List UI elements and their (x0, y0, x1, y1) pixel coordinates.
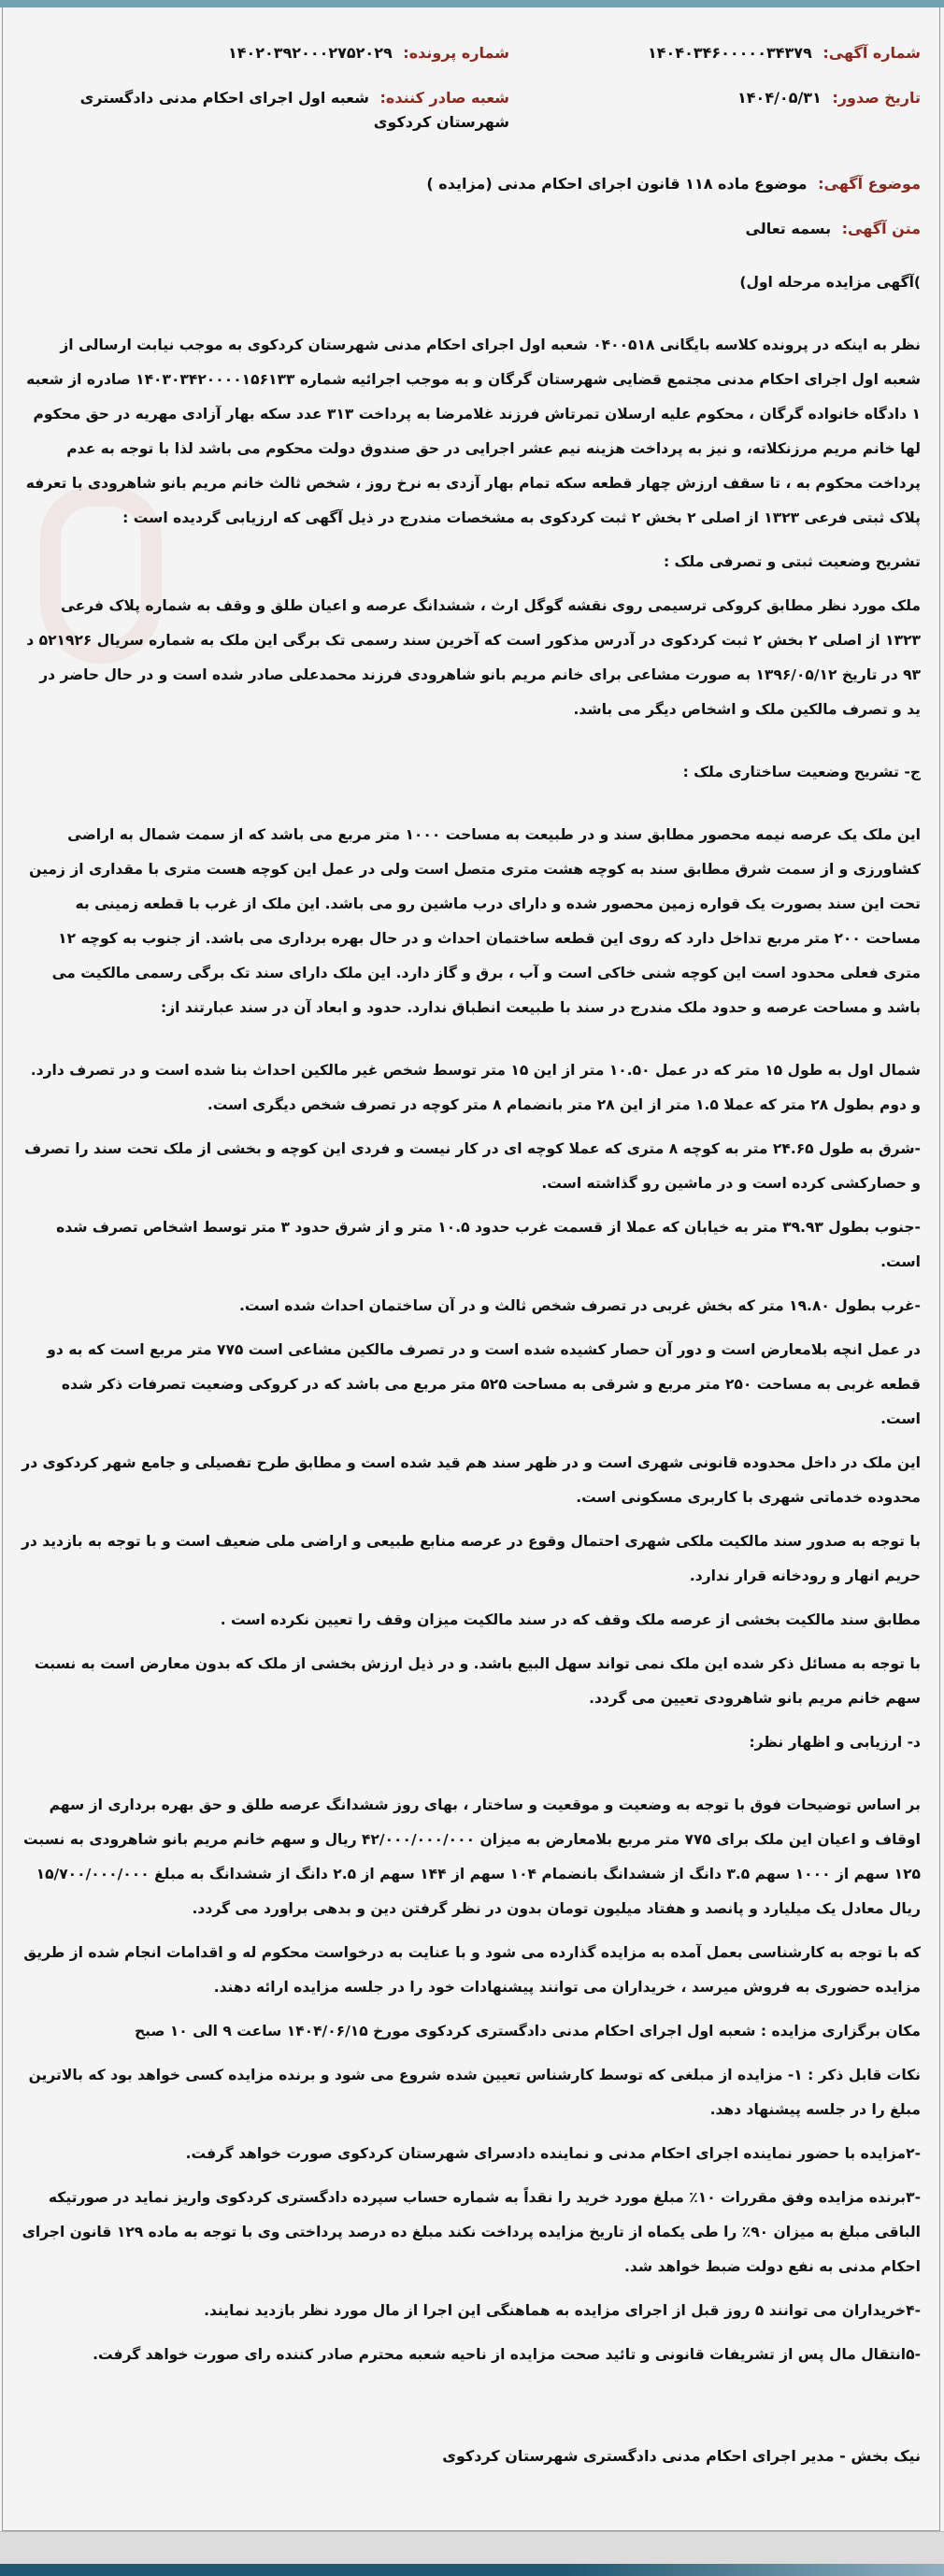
ad-paragraph: مکان برگزاری مزایده : شعبه اول اجرای احکام مدنی دادگستری کردکوی مورخ ۱۴۰۴/۰۶/۱۵ ساعت ۹ الی ۱۰ صبح (134, 2023, 921, 2039)
ad-paragraph: شمال اول به طول ۱۵ متر که در عمل ۱۰.۵۰ متر از این ۱۵ متر توسط شخص غیر مالکین احداث بنا شده است و در تصرف دارد. و دوم بطول ۲۸ متر که عملا ۱.۵ متر از این ۲۸ متر بانضمام ۸ متر کوچه در تصرف شخص دیگری است. (30, 1062, 921, 1113)
window-top-bar (0, 0, 944, 7)
ad-paragraph: -غرب بطول ۱۹.۸۰ متر که بخش غربی در تصرف شخص ثالث و در آن ساختمان احداث شده است. (238, 1297, 921, 1314)
ad-paragraph: در عمل انچه بلامعارض است و دور آن حصار کشیده شده است و در تصرف مالکین مشاعی است ۷۷۵ متر مربع است که به دو قطعه غربی به مساحت ۲۵۰ متر مربع و شرقی به مساحت ۵۲۵ متر مربع می باشد که در کروکی وضعیت تصرفات ذکر شده است. (47, 1341, 921, 1427)
ad-number-label: شماره آگهی: (822, 44, 921, 62)
ad-paragraph: -۳برنده مزایده وفق مقررات ۱۰٪ مبلغ مورد خرید را نقداً به شماره حساب سپرده دادگستری کردکوی واریز نماید در صورتیکه الباقی مبلغ به میزان ۹۰٪ را طی یکماه از تاریخ مزایده پرداخت نکند مبلغ ده درصد پرداختی وی با توجه به ماده ۱۲۹ قانون اجرای احکام مدنی به نفع دولت ضبط خواهد شد. (21, 2189, 921, 2275)
ad-paragraph: نظر به اینکه در پرونده کلاسه بایگانی ۰۴۰۰۵۱۸ شعبه اول اجرای احکام مدنی شهرستان کردکوی به موجب نیابت ارسالی از شعبه اول اجرای احکام مدنی مجتمع قضایی شهرستان گرگان و به موجب اجرائیه شماره ۱۴۰۳۰۳۴۲۰۰۰۰۱۵۶۱۳۳ صادره از شعبه ۱ دادگاه خانواده گرگان ، محکوم علیه ارسلان تمرتاش فرزند غلامرضا به پرداخت ۳۱۳ عدد سکه بهار آزادی مهریه در حق محکوم لها خانم مریم مرزنکلاته، و نیز به پرداخت هزینه نیم عشر اجرایی در حق صندوق دولت محکوم می باشد لذا با توجه به عدم پرداخت محکوم به ، تا سقف ارزش چهار قطعه سکه تمام بهار آزدی به نرخ روز ، شخص ثالث خانم مریم بانو شاهرودی با تعرفه پلاک ثبتی فرعی ۱۳۲۳ از اصلی ۲ بخش ۲ ثبت کردکوی به مشخصات مندرج در ذیل آگهی که ارزیابی گردیده است : (25, 336, 921, 526)
status-bar (0, 2531, 944, 2564)
issue-date-label: تاریخ صدور: (832, 89, 921, 107)
issue-date-value: ۱۴۰۴/۰۵/۳۱ (737, 89, 822, 107)
ad-paragraph: این ملک در داخل محدوده قانونی شهری است و در ظهر سند هم قید شده است و مطابق طرح تفصیلی و جامع شهر کردکوی در محدوده خدماتی شهری با کاربری مسکونی است. (21, 1454, 921, 1506)
body-field (21, 217, 921, 241)
ad-paragraph: با توجه به صدور سند مالکیت ملکی شهری احتمال وقوع در عرصه منابع طبیعی و اراضی ملی ضعیف است و با توجه به بازدید در حریم انهار و رودخانه قرار ندارد. (21, 1533, 921, 1584)
issuer-label: شعبه صادر کننده: (379, 89, 509, 107)
ad-paragraph: -شرق به طول ۲۴.۶۵ متر به کوچه ۸ متری که عملا کوچه ای در کار نیست و فردی این کوچه و بخشی از ملک تحت سند را تصرف و حصارکشی کرده است و در ماشین رو گذاشته است. (24, 1140, 921, 1192)
subject-value: موضوع ماده ۱۱۸ قانون اجرای احکام مدنی (مزایده ) (426, 175, 808, 193)
ad-number-value: ۱۴۰۴۰۳۴۶۰۰۰۰۰۳۴۳۷۹ (648, 44, 812, 62)
issue-date-field (528, 86, 921, 135)
ad-paragraph: د- ارزیابی و اظهار نظر: (749, 1734, 921, 1751)
case-number-value: ۱۴۰۲۰۳۹۲۰۰۰۲۷۵۲۰۲۹ (227, 44, 393, 62)
ad-paragraph: -۵انتقال مال پس از تشریفات قانونی و تائید صحت مزایده از ناحیه شعبه محترم صادر کننده رای صورت خواهد گرفت. (93, 2346, 921, 2363)
ad-paragraph: این ملک یک عرصه نیمه محصور مطابق سند و در طبیعت به مساحت ۱۰۰۰ متر مربع می باشد که از سمت شمال به اراضی کشاورزی و از سمت شرق مطابق سند به کوچه هشت متری متصل است ولی در عمل این کوچه هست متری با مقداری از زمین تحت این سند بصورت یک قواره زمین محصور شده و دارای درب ماشین رو می باشد. این ملک از غرب با قطعه زمینی به مساحت ۲۰۰ متر مربع تداخل دارد که روی این قطعه ساختمان احداث و در حال بهره برداری می باشد. از جنوب به کوچه ۱۲ متری فعلی محدود است این کوچه شنی خاکی است و آب ، برق و گاز دارد. این ملک دارای سند تک برگی رسمی مالکیت می باشد و مساحت عرصه و حدود ملک مندرج در سند با طبیعت انطباق ندارد. حدود و ابعاد آن در سند عبارتند از: (29, 826, 921, 1016)
ad-paragraph: بر اساس توضیحات فوق با توجه به وضعیت و موقعیت و ساختار ، بهای روز ششدانگ عرصه طلق و حق بهره برداری از سهم اوقاف و اعیان این ملک برای ۷۷۵ متر مربع بلامعارض به میزان ۴۲/۰۰۰/۰۰۰/۰۰۰ ریال و سهم خانم مریم بانو شاهرودی به نسبت ۱۲۵ سهم از ۱۰۰۰ سهم ۳.۵ دانگ از ششدانگ بانضمام ۱۰۴ سهم از ۱۴۴ سهم از ۲.۵ دانگ از ششدانگ به مبلغ ۱۵/۷۰۰/۰۰۰/۰۰۰ ریال معادل یک میلیارد و پانصد و هفتاد میلیون تومان بدون در نظر گرفتن دین و بدهی براورد می گردد. (23, 1796, 921, 1917)
ad-paragraph: که با توجه به کارشناسی بعمل آمده به مزایده گذارده می شود و با عنایت به درخواست محکوم له و اقدامات انجام شده از طریق مزایده حضوری به فروش میرسد ، خریداران می توانند پیشنهادات خود را در جلسه مزایده ارائه دهند. (23, 1944, 921, 1996)
ad-paragraph: تشریح وضعیت ثبتی و تصرفی ملک : (663, 553, 921, 570)
ad-body-text (21, 265, 921, 2372)
body-intro: بسمه تعالی (745, 220, 832, 237)
ad-paragraph: مطابق سند مالکیت بخشی از عرصه ملک وقف که در سند مالکیت میزان وقف را تعیین نکرده است . (220, 1611, 921, 1628)
ad-header (21, 41, 921, 241)
ad-paragraph: -جنوب بطول ۳۹.۹۳ متر به خیابان که عملا از قسمت غرب حدود ۱۰.۵ متر و از شرق حدود ۳ متر توسط اشخاص تصرف شده است. (56, 1219, 921, 1270)
ad-panel (2, 7, 940, 2531)
ad-paragraph: -۴خریداران می توانند ۵ روز قبل از اجرای مزایده به هماهنگی این اجرا از مال مورد نظر بازدید نمایند. (204, 2302, 921, 2319)
signature: نیک بخش - مدیر اجرای احکام مدنی دادگستری شهرستان کردکوی (442, 2447, 921, 2465)
ad-paragraph: با توجه به مسائل ذکر شده این ملک نمی تواند سهل البیع باشد. و در ذیل ارزش بخشی از ملک که بدون معارض است به نسبت سهم خانم مریم بانو شاهرودی تعیین می گردد. (34, 1655, 921, 1707)
case-number-field (21, 41, 509, 65)
body-label: متن آگهی: (841, 220, 921, 237)
subject-field (21, 172, 921, 196)
ad-paragraph: ملک مورد نظر مطابق کروکی ترسیمی روی نقشه گوگل ارث ، ششدانگ عرصه و اعیان طلق و وقف به شماره پلاک فرعی ۱۳۲۳ از اصلی ۲ بخش ۲ ثبت کردکوی در آدرس مذکور است که آخرین سند رسمی تک برگی این ملک به شماره سریال ۵۲۱۹۲۶ د ۹۳ در تاریخ ۱۳۹۶/۰۵/۱۲ به صورت مشاعی برای خانم مریم بانو شاهرودی فرزند محمدعلی صادر شده است و در حال حاضر در ید و تصرف مالکین ملک و اشخاص دیگر می باشد. (26, 597, 921, 718)
ad-paragraph: ج- تشریح وضعیت ساختاری ملک : (682, 764, 921, 780)
issuer-field (21, 86, 509, 135)
subject-label: موضوع آگهی: (818, 175, 921, 193)
taskbar (0, 2564, 944, 2576)
ad-number-field (528, 41, 921, 65)
ad-paragraph: )آگهی مزایده مرحله اول) (739, 274, 921, 291)
ad-paragraph: -۲مزایده با حضور نماینده اجرای احکام مدنی و نماینده دادسرای شهرستان کردکوی صورت خواهد گرفت. (185, 2145, 921, 2162)
ad-paragraph: نکات قابل ذکر : ۱- مزایده از مبلغی که توسط کارشناس تعیین شده شروع می شود و برنده مزایده کسی خواهد بود که بالاترین مبلغ را در جلسه پیشنهاد دهد. (28, 2067, 921, 2118)
case-number-label: شماره پرونده: (403, 44, 509, 62)
issuer-value: شعبه اول اجرای احکام مدنی دادگستری شهرستان کردکوی (79, 89, 509, 131)
